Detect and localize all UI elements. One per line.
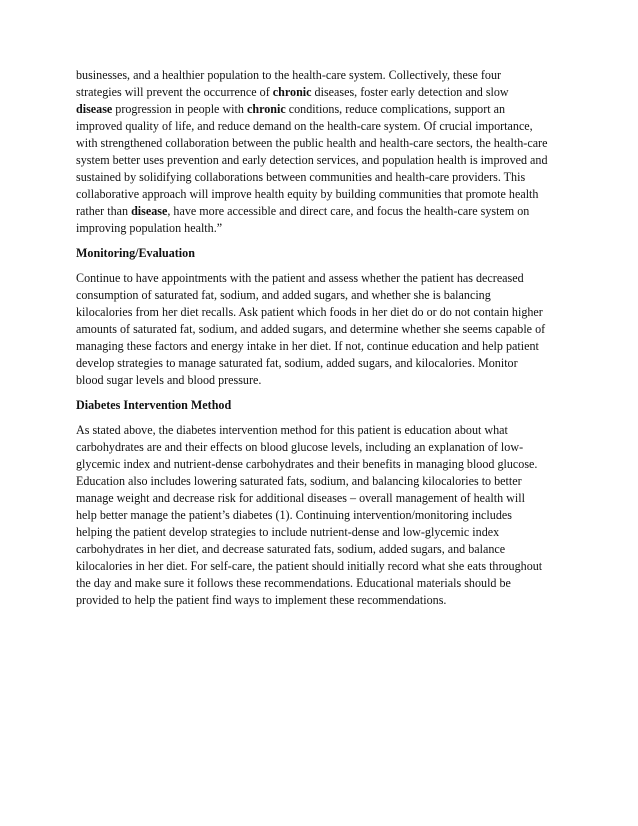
text-line: kilocalories from her diet recalls. Ask patient which foods in her diet do or do not contain higher	[76, 305, 543, 319]
paragraph-strategies	[76, 67, 566, 237]
text-line: develop strategies to manage saturated fat, sodium, added sugars, and kilocalories. Monitor	[76, 356, 518, 370]
text-run: system better uses prevention and early detection services, and population health is improved and	[76, 153, 548, 167]
text-line	[76, 67, 566, 84]
text-line	[76, 152, 566, 169]
text-line	[76, 220, 566, 237]
text-run: sustained by solidifying collaborations between communities and health-care providers. This	[76, 170, 526, 184]
paragraph-diabetes-intervention	[76, 422, 566, 609]
text-run: progression in people with	[112, 102, 247, 116]
text-line: carbohydrates in her diet, and decrease saturated fats, sodium, added sugars, and balance	[76, 542, 506, 556]
bold-term-chronic: chronic	[272, 85, 312, 99]
paragraph-monitoring	[76, 270, 566, 389]
text-line	[76, 203, 566, 220]
text-line: carbohydrates are and their effects on blood glucose levels, including an explanation of low-	[76, 440, 524, 454]
text-line: Education also includes lowering saturated fats, sodium, and balancing kilocalories to better	[76, 474, 522, 488]
text-line: glycemic index and nutrient-dense carbohydrates and their benefits in managing blood glucose.	[76, 457, 538, 471]
text-line: blood sugar levels and blood pressure.	[76, 373, 262, 387]
text-line: As stated above, the diabetes intervention method for this patient is education about what	[76, 423, 508, 437]
text-line: the day and make sure it follows these recommendations. Educational materials should be	[76, 576, 511, 590]
text-run: diseases, foster early detection and slow	[311, 85, 509, 99]
text-run: collaborative approach will improve health equity by building communities that promote health	[76, 187, 539, 201]
text-line: help better manage the patient’s diabetes (1). Continuing intervention/monitoring includes	[76, 508, 512, 522]
document-page	[76, 67, 566, 617]
text-run: improving population health.”	[76, 221, 223, 235]
bold-term-disease: disease	[76, 102, 113, 116]
text-run: , have more accessible and direct care, and focus the health-care system on	[167, 204, 530, 218]
text-line	[76, 101, 566, 118]
text-line: provided to help the patient find ways to implement these recommendations.	[76, 593, 447, 607]
text-line	[76, 135, 566, 152]
text-line: consumption of saturated fat, sodium, and added sugars, and whether she is balancing	[76, 288, 491, 302]
text-line	[76, 118, 566, 135]
text-line: helping the patient develop strategies to include nutrient-dense and low-glycemic index	[76, 525, 500, 539]
text-line: manage weight and decrease risk for additional diseases – overall management of health will	[76, 491, 525, 505]
bold-term-chronic: chronic	[246, 102, 286, 116]
text-run: strategies will prevent the occurrence of	[76, 85, 273, 99]
text-line: amounts of saturated fat, sodium, and added sugars, and determine whether she seems capable of	[76, 322, 546, 336]
text-run: rather than	[76, 204, 132, 218]
text-run: conditions, reduce complications, support an	[285, 102, 506, 116]
text-run: businesses, and a healthier population to the health-care system. Collectively, these four	[76, 68, 502, 82]
text-line	[76, 84, 566, 101]
text-line: kilocalories in her diet. For self-care, the patient should initially record what she eats throughout	[76, 559, 543, 573]
text-run: improved quality of life, and reduce demand on the health-care system. Of crucial importance,	[76, 119, 533, 133]
text-line	[76, 186, 566, 203]
section-heading-monitoring: Monitoring/Evaluation	[76, 246, 195, 260]
text-run: with strengthened collaboration between the public health and health-care sectors, the health-care	[76, 136, 548, 150]
text-line	[76, 169, 566, 186]
text-line: managing these factors and energy intake in her diet. If not, continue education and help patient	[76, 339, 539, 353]
text-line: Continue to have appointments with the patient and assess whether the patient has decreased	[76, 271, 524, 285]
section-heading-diabetes-intervention: Diabetes Intervention Method	[76, 398, 232, 412]
bold-term-disease: disease	[131, 204, 168, 218]
